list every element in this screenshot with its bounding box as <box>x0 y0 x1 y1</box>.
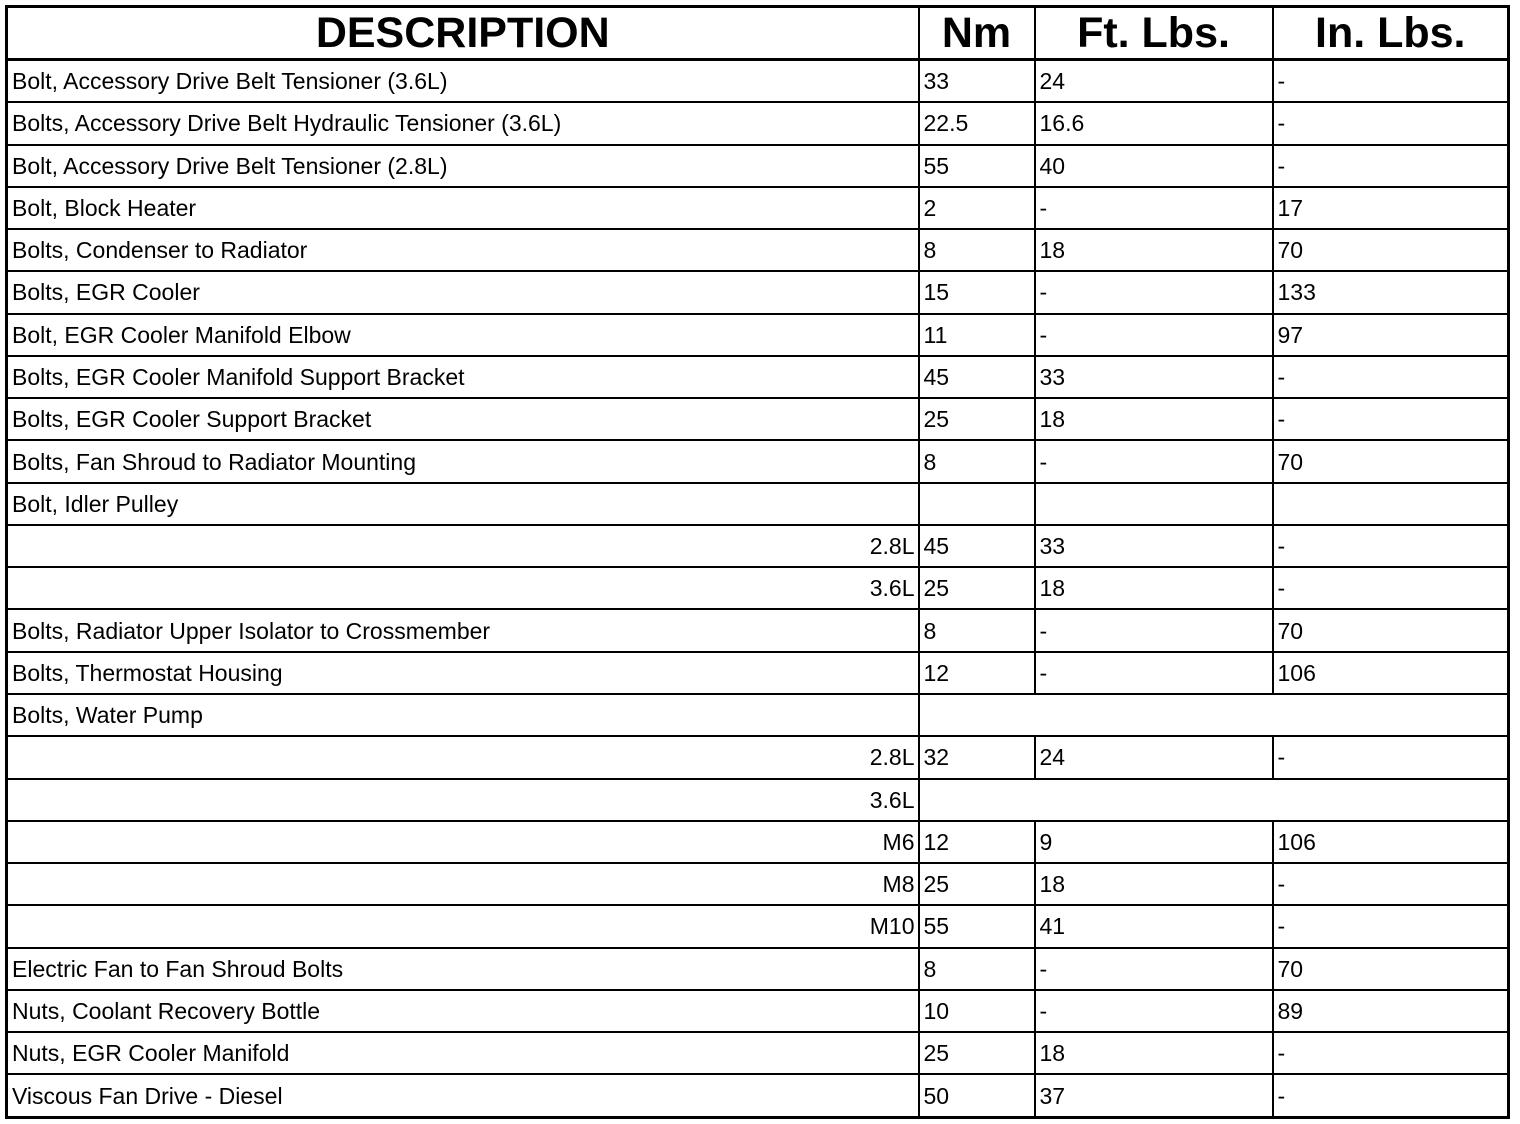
cell-description: 2.8L <box>7 525 919 567</box>
cell-in-lbs: - <box>1273 1074 1509 1117</box>
header-in-lbs: In. Lbs. <box>1273 7 1509 60</box>
table-row <box>7 102 1509 144</box>
cell-ft-lbs: 18 <box>1035 1032 1273 1074</box>
cell-in-lbs <box>1273 483 1509 525</box>
cell-in-lbs: - <box>1273 905 1509 947</box>
table-row <box>7 483 1509 525</box>
cell-nm: 8 <box>919 948 1035 990</box>
cell-in-lbs: 106 <box>1273 821 1509 863</box>
cell-in-lbs: - <box>1273 398 1509 440</box>
cell-description: Electric Fan to Fan Shroud Bolts <box>7 948 919 990</box>
cell-in-lbs: - <box>1273 525 1509 567</box>
table-row <box>7 145 1509 187</box>
cell-ft-lbs: - <box>1035 314 1273 356</box>
cell-description: Bolt, Idler Pulley <box>7 483 919 525</box>
cell-in-lbs: 70 <box>1273 440 1509 482</box>
cell-ft-lbs: - <box>1035 652 1273 694</box>
cell-in-lbs: 70 <box>1273 229 1509 271</box>
cell-nm: 45 <box>919 356 1035 398</box>
cell-in-lbs: - <box>1273 567 1509 609</box>
table-row <box>7 356 1509 398</box>
cell-ft-lbs: 41 <box>1035 905 1273 947</box>
cell-description: Nuts, Coolant Recovery Bottle <box>7 990 919 1032</box>
cell-ft-lbs: - <box>1035 609 1273 651</box>
cell-in-lbs: 70 <box>1273 609 1509 651</box>
cell-description: Bolts, EGR Cooler Support Bracket <box>7 398 919 440</box>
cell-in-lbs: 89 <box>1273 990 1509 1032</box>
cell-description: Bolt, Block Heater <box>7 187 919 229</box>
cell-in-lbs: - <box>1273 356 1509 398</box>
cell-ft-lbs: 18 <box>1035 863 1273 905</box>
cell-in-lbs: 17 <box>1273 187 1509 229</box>
cell-nm: 2 <box>919 187 1035 229</box>
table-row <box>7 525 1509 567</box>
torque-specification-table <box>5 5 1510 1119</box>
table-row <box>7 229 1509 271</box>
table-row <box>7 990 1509 1032</box>
cell-ft-lbs: 24 <box>1035 60 1273 103</box>
cell-nm: 8 <box>919 609 1035 651</box>
cell-nm: 55 <box>919 145 1035 187</box>
cell-description: 3.6L <box>7 779 919 821</box>
cell-description: Viscous Fan Drive - Diesel <box>7 1074 919 1117</box>
cell-description: M10 <box>7 905 919 947</box>
cell-nm: 12 <box>919 652 1035 694</box>
table-row <box>7 652 1509 694</box>
cell-in-lbs: - <box>1273 102 1509 144</box>
header-nm: Nm <box>919 7 1035 60</box>
cell-nm: 50 <box>919 1074 1035 1117</box>
cell-ft-lbs: 37 <box>1035 1074 1273 1117</box>
cell-description: Bolts, Accessory Drive Belt Hydraulic Tensioner (3.6L) <box>7 102 919 144</box>
cell-description: Bolts, EGR Cooler Manifold Support Bracket <box>7 356 919 398</box>
cell-in-lbs: 106 <box>1273 652 1509 694</box>
cell-description: M8 <box>7 863 919 905</box>
cell-nm: 55 <box>919 905 1035 947</box>
cell-in-lbs: - <box>1273 1032 1509 1074</box>
cell-merged-values <box>919 779 1509 821</box>
cell-ft-lbs: 9 <box>1035 821 1273 863</box>
cell-ft-lbs: - <box>1035 187 1273 229</box>
table-row <box>7 60 1509 103</box>
cell-ft-lbs: - <box>1035 990 1273 1032</box>
table-row <box>7 440 1509 482</box>
cell-ft-lbs <box>1035 483 1273 525</box>
cell-ft-lbs: 33 <box>1035 525 1273 567</box>
table-row <box>7 694 1509 736</box>
cell-ft-lbs: 40 <box>1035 145 1273 187</box>
cell-nm: 32 <box>919 736 1035 778</box>
table-row <box>7 567 1509 609</box>
table-row <box>7 736 1509 778</box>
cell-nm: 25 <box>919 398 1035 440</box>
cell-ft-lbs: - <box>1035 271 1273 313</box>
cell-ft-lbs: 24 <box>1035 736 1273 778</box>
cell-nm: 22.5 <box>919 102 1035 144</box>
cell-in-lbs: - <box>1273 863 1509 905</box>
cell-ft-lbs: - <box>1035 440 1273 482</box>
header-description: DESCRIPTION <box>7 7 919 60</box>
cell-ft-lbs: 33 <box>1035 356 1273 398</box>
cell-description: Bolts, Water Pump <box>7 694 919 736</box>
header-row <box>7 7 1509 60</box>
cell-description: Bolts, Radiator Upper Isolator to Crossmember <box>7 609 919 651</box>
table-row <box>7 609 1509 651</box>
cell-ft-lbs: - <box>1035 948 1273 990</box>
cell-description: Bolt, Accessory Drive Belt Tensioner (2.8L) <box>7 145 919 187</box>
cell-nm: 45 <box>919 525 1035 567</box>
cell-in-lbs: - <box>1273 60 1509 103</box>
cell-nm: 11 <box>919 314 1035 356</box>
cell-nm <box>919 483 1035 525</box>
table-row <box>7 271 1509 313</box>
table-row <box>7 314 1509 356</box>
table-row <box>7 1032 1509 1074</box>
cell-in-lbs: 70 <box>1273 948 1509 990</box>
table-row <box>7 905 1509 947</box>
cell-description: Nuts, EGR Cooler Manifold <box>7 1032 919 1074</box>
cell-nm: 10 <box>919 990 1035 1032</box>
cell-in-lbs: - <box>1273 736 1509 778</box>
cell-nm: 8 <box>919 440 1035 482</box>
cell-in-lbs: 133 <box>1273 271 1509 313</box>
cell-description: Bolt, EGR Cooler Manifold Elbow <box>7 314 919 356</box>
cell-description: Bolts, EGR Cooler <box>7 271 919 313</box>
cell-description: Bolts, Thermostat Housing <box>7 652 919 694</box>
cell-description: Bolts, Condenser to Radiator <box>7 229 919 271</box>
cell-description: 3.6L <box>7 567 919 609</box>
cell-description: Bolts, Fan Shroud to Radiator Mounting <box>7 440 919 482</box>
table-row <box>7 779 1509 821</box>
table-row <box>7 1074 1509 1117</box>
cell-description: 2.8L <box>7 736 919 778</box>
table-row <box>7 948 1509 990</box>
cell-ft-lbs: 16.6 <box>1035 102 1273 144</box>
cell-ft-lbs: 18 <box>1035 229 1273 271</box>
cell-nm: 25 <box>919 567 1035 609</box>
table-row <box>7 398 1509 440</box>
table-row <box>7 863 1509 905</box>
cell-in-lbs: 97 <box>1273 314 1509 356</box>
cell-nm: 12 <box>919 821 1035 863</box>
cell-description: M6 <box>7 821 919 863</box>
cell-in-lbs: - <box>1273 145 1509 187</box>
cell-merged-values <box>919 694 1509 736</box>
cell-nm: 15 <box>919 271 1035 313</box>
cell-nm: 33 <box>919 60 1035 103</box>
cell-nm: 25 <box>919 1032 1035 1074</box>
cell-ft-lbs: 18 <box>1035 398 1273 440</box>
table-row <box>7 187 1509 229</box>
cell-nm: 25 <box>919 863 1035 905</box>
cell-description: Bolt, Accessory Drive Belt Tensioner (3.6L) <box>7 60 919 103</box>
cell-ft-lbs: 18 <box>1035 567 1273 609</box>
table-row <box>7 821 1509 863</box>
cell-nm: 8 <box>919 229 1035 271</box>
header-ft-lbs: Ft. Lbs. <box>1035 7 1273 60</box>
